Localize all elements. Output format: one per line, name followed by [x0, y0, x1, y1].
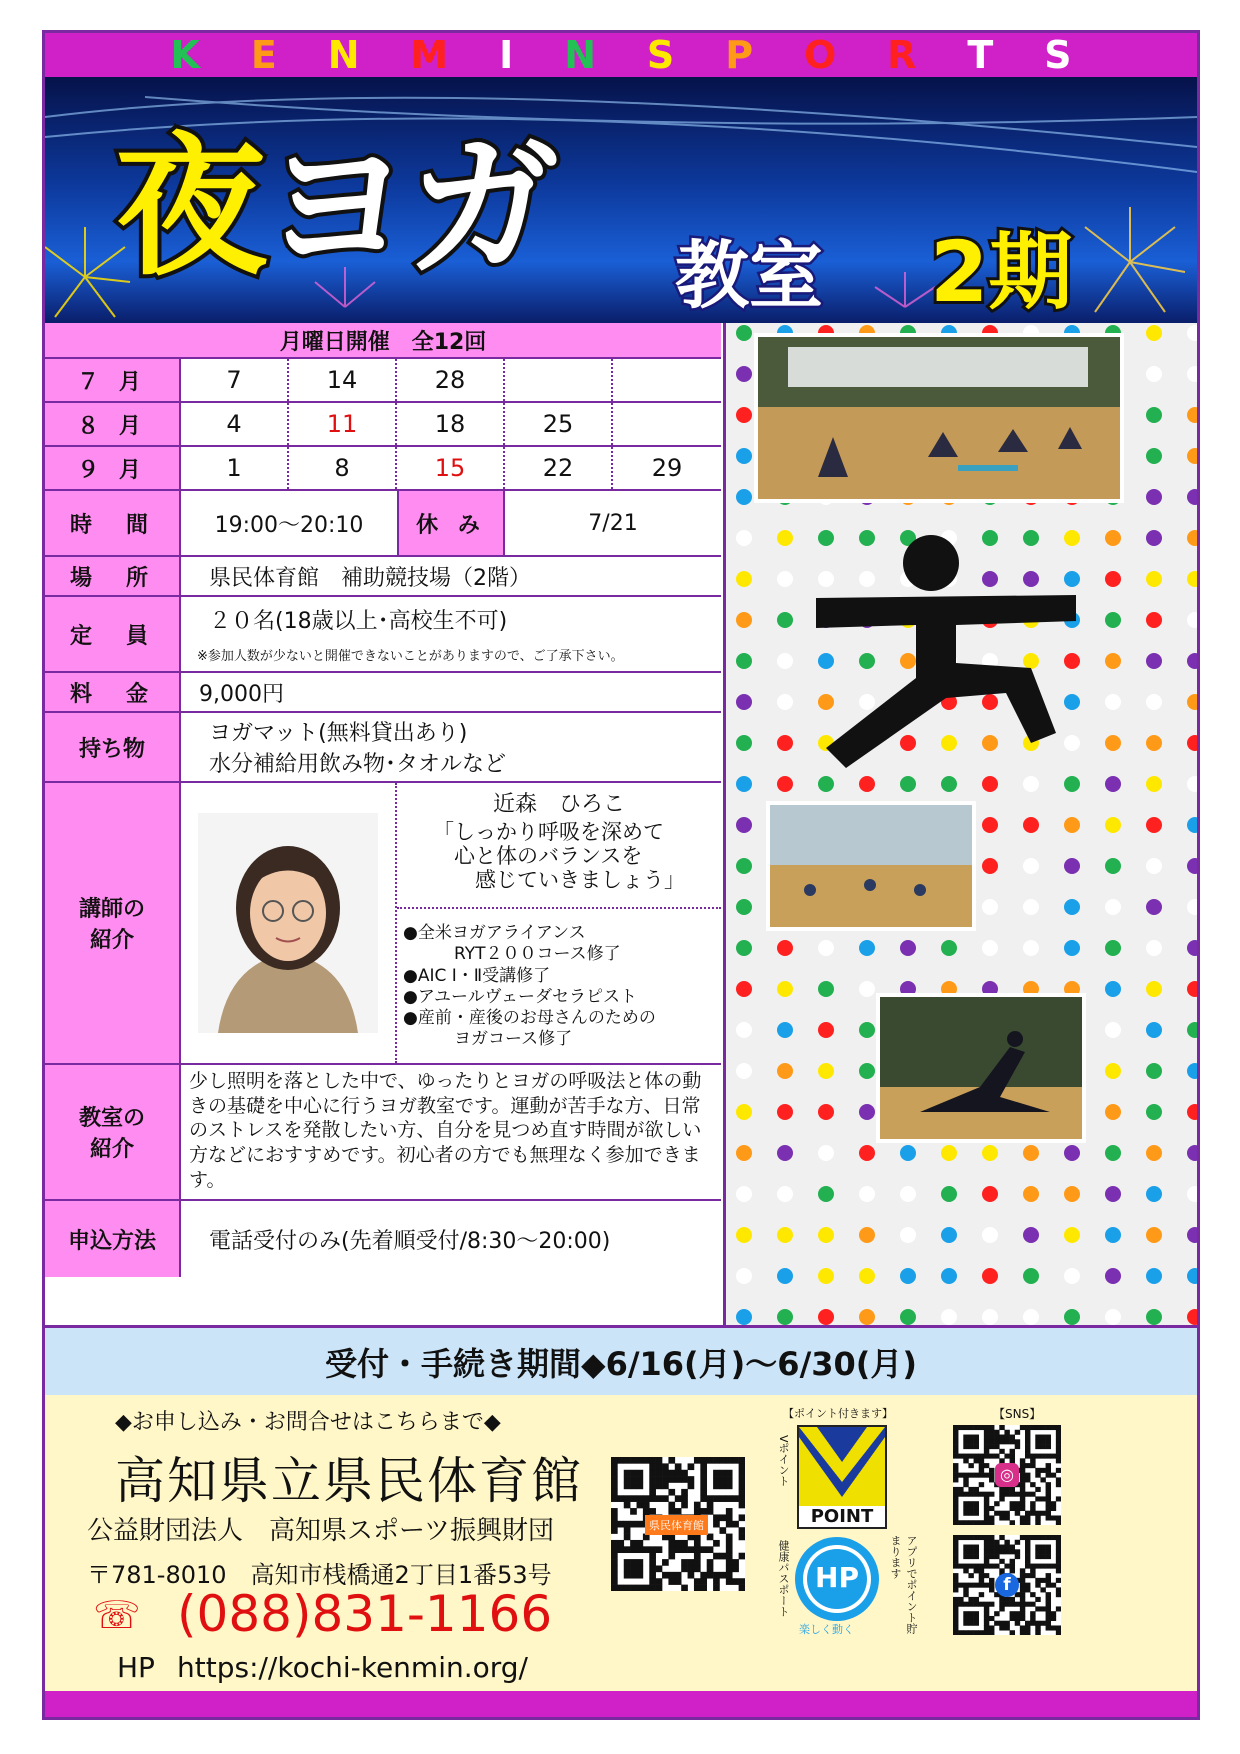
class-label: 教室の 紹介 — [45, 1065, 181, 1199]
month-label: ７ 月 — [45, 359, 181, 401]
app-point-text: アプリでポイント貯まります — [889, 1535, 918, 1634]
gym-photo-2 — [766, 801, 976, 931]
schedule-header: 月曜日開催 全12回 — [45, 323, 721, 359]
instructor-row — [45, 783, 721, 1065]
apply-label: 申込方法 — [45, 1201, 181, 1277]
bottom-banner — [45, 1691, 1197, 1717]
month-row — [45, 447, 721, 491]
date-cell: 28 — [397, 359, 505, 401]
place-label: 場 所 — [45, 557, 181, 595]
photo-column — [723, 323, 1200, 1325]
date-cell: 15 — [397, 447, 505, 489]
venue-name: 高知県立県民体育館 — [115, 1452, 583, 1510]
banner-letter: N — [564, 33, 596, 77]
date-cell: 8 — [289, 447, 397, 489]
instructor-name: 近森 ひろこ — [492, 792, 625, 817]
date-cell — [505, 359, 613, 401]
date-cell: 29 — [651, 454, 683, 482]
vpoint-logo — [797, 1425, 887, 1529]
hp-logo-caption: 楽しく動く — [799, 1623, 854, 1636]
capacity-label: 定 員 — [45, 597, 181, 671]
place-value: 県民体育館 補助競技場（2階） — [209, 565, 531, 591]
date-cell — [613, 359, 721, 401]
phone-number: (088)831-1166 — [177, 1585, 553, 1643]
instagram-qr-code[interactable] — [953, 1425, 1061, 1525]
month-row — [45, 359, 721, 403]
date-cell: 1 — [181, 447, 289, 489]
banner-letter: S — [1044, 33, 1072, 77]
gym-photo-1 — [754, 333, 1124, 503]
qr-caption: 県民体育館 — [645, 1515, 708, 1535]
footer — [45, 1395, 1197, 1697]
facebook-icon: f — [995, 1573, 1019, 1597]
hp-label: HP — [117, 1651, 155, 1684]
month-row — [45, 403, 721, 447]
fee-value: 9,000円 — [199, 681, 284, 707]
title-yoga: ヨガ — [261, 119, 553, 296]
health-passport-logo — [793, 1535, 881, 1639]
class-row — [45, 1065, 721, 1201]
apply-row — [45, 1201, 721, 1277]
info-table — [45, 323, 721, 1277]
fee-label: 料 金 — [45, 673, 181, 711]
items-row — [45, 713, 721, 783]
rest-value: 7/21 — [588, 510, 638, 536]
inquiry-heading: ◆お申し込み・お問合せはこちらまで◆ — [115, 1410, 501, 1435]
capacity-row — [45, 597, 721, 673]
capacity-note: ※参加人数が少ないと開催できないことがありますので、ご了承下さい。 — [197, 649, 624, 664]
title-classroom: 教室 — [675, 233, 823, 319]
banner-letter: T — [967, 33, 994, 77]
banner-letter: O — [803, 33, 837, 77]
flyer — [42, 30, 1200, 1720]
health-passport-text: 健康パスポート — [777, 1540, 790, 1617]
facebook-qr-code[interactable] — [953, 1535, 1061, 1635]
place-row — [45, 557, 721, 597]
month-label: ９ 月 — [45, 447, 181, 489]
rest-label: 休 み — [399, 491, 505, 555]
time-value: 19:00～20:10 — [181, 491, 399, 555]
date-cell: 14 — [289, 359, 397, 401]
title-yoru: 夜 — [115, 119, 261, 296]
banner-letter: K — [170, 33, 200, 77]
page-title — [115, 119, 553, 296]
hp-link[interactable]: https://kochi-kenmin.org/ — [177, 1651, 528, 1684]
date-cell: 25 — [505, 403, 613, 445]
website-qr-code[interactable] — [611, 1457, 745, 1591]
time-label: 時 間 — [45, 491, 181, 555]
sns-caption: 【SNS】 — [993, 1407, 1042, 1421]
instructor-career: ●全米ヨガアライアンス RYT２００コース修了 ●AIC Ⅰ・Ⅱ受講修了 ●アユールヴェーダセラピスト ●産前・産後のお母さんのための ヨガコース修了 — [403, 923, 656, 1050]
banner-letter: M — [410, 33, 449, 77]
date-cell: 11 — [289, 403, 397, 445]
banner-letter: P — [725, 33, 754, 77]
banner-letter: R — [887, 33, 917, 77]
instructor-label: 講師の 紹介 — [45, 783, 181, 1063]
fee-row — [45, 673, 721, 713]
kenmin-sports-wordmark — [45, 33, 1197, 77]
banner-letter: E — [250, 33, 277, 77]
gym-photo-3 — [876, 993, 1086, 1143]
capacity-value: ２０名(18歳以上･高校生不可) — [209, 609, 508, 634]
date-cell: 4 — [181, 403, 289, 445]
banner-letter: S — [646, 33, 675, 77]
class-description: 少し照明を落とした中で、ゆったりとヨガの呼吸法と体の動きの基礎を中心に行うヨガ教室です。運動が苦手な方、日常のストレスを発散したい方、自分を見つめ直す時間が欲しい方などにおすすめです。初心者の方でも無理なく参加できます。 — [189, 1070, 702, 1191]
instructor-photo — [198, 813, 378, 1033]
address: 〒781-8010 高知市桟橋通2丁目1番53号 — [87, 1561, 552, 1589]
vpoint-word: POINT — [799, 1506, 885, 1527]
phone-icon: ☏ — [93, 1593, 141, 1637]
date-cell — [613, 403, 721, 445]
top-banner — [45, 33, 1197, 77]
date-cell: 18 — [397, 403, 505, 445]
hero-banner — [45, 77, 1197, 323]
date-cell: 22 — [505, 447, 613, 489]
banner-letter: N — [327, 33, 360, 77]
items-line-1: ヨガマット(無料貸出あり) — [209, 721, 468, 746]
registration-period: 受付・手続き期間◆6/16(月)～6/30(月) — [45, 1325, 1197, 1395]
vpoint-side-text: Vポイント — [777, 1435, 790, 1487]
hp-logo-text: HP — [815, 1561, 859, 1594]
instructor-quote: 「しっかり呼吸を深めて 心と体のバランスを 感じていきましょう」 — [433, 820, 685, 893]
items-line-2: 水分補給用飲み物･タオルなど — [209, 752, 507, 777]
items-label: 持ち物 — [45, 713, 181, 781]
yoga-pose-figure — [806, 533, 1086, 783]
instagram-icon: ◎ — [995, 1463, 1019, 1487]
date-cell: 7 — [181, 359, 289, 401]
time-row — [45, 491, 721, 557]
month-label: ８ 月 — [45, 403, 181, 445]
org-name: 公益財団法人 高知県スポーツ振興財団 — [87, 1516, 554, 1546]
point-caption: 【ポイント付きます】 — [783, 1407, 893, 1420]
title-term: 2期 — [930, 223, 1073, 321]
apply-value: 電話受付のみ(先着順受付/8:30～20:00) — [209, 1228, 611, 1254]
banner-letter: I — [499, 33, 514, 77]
